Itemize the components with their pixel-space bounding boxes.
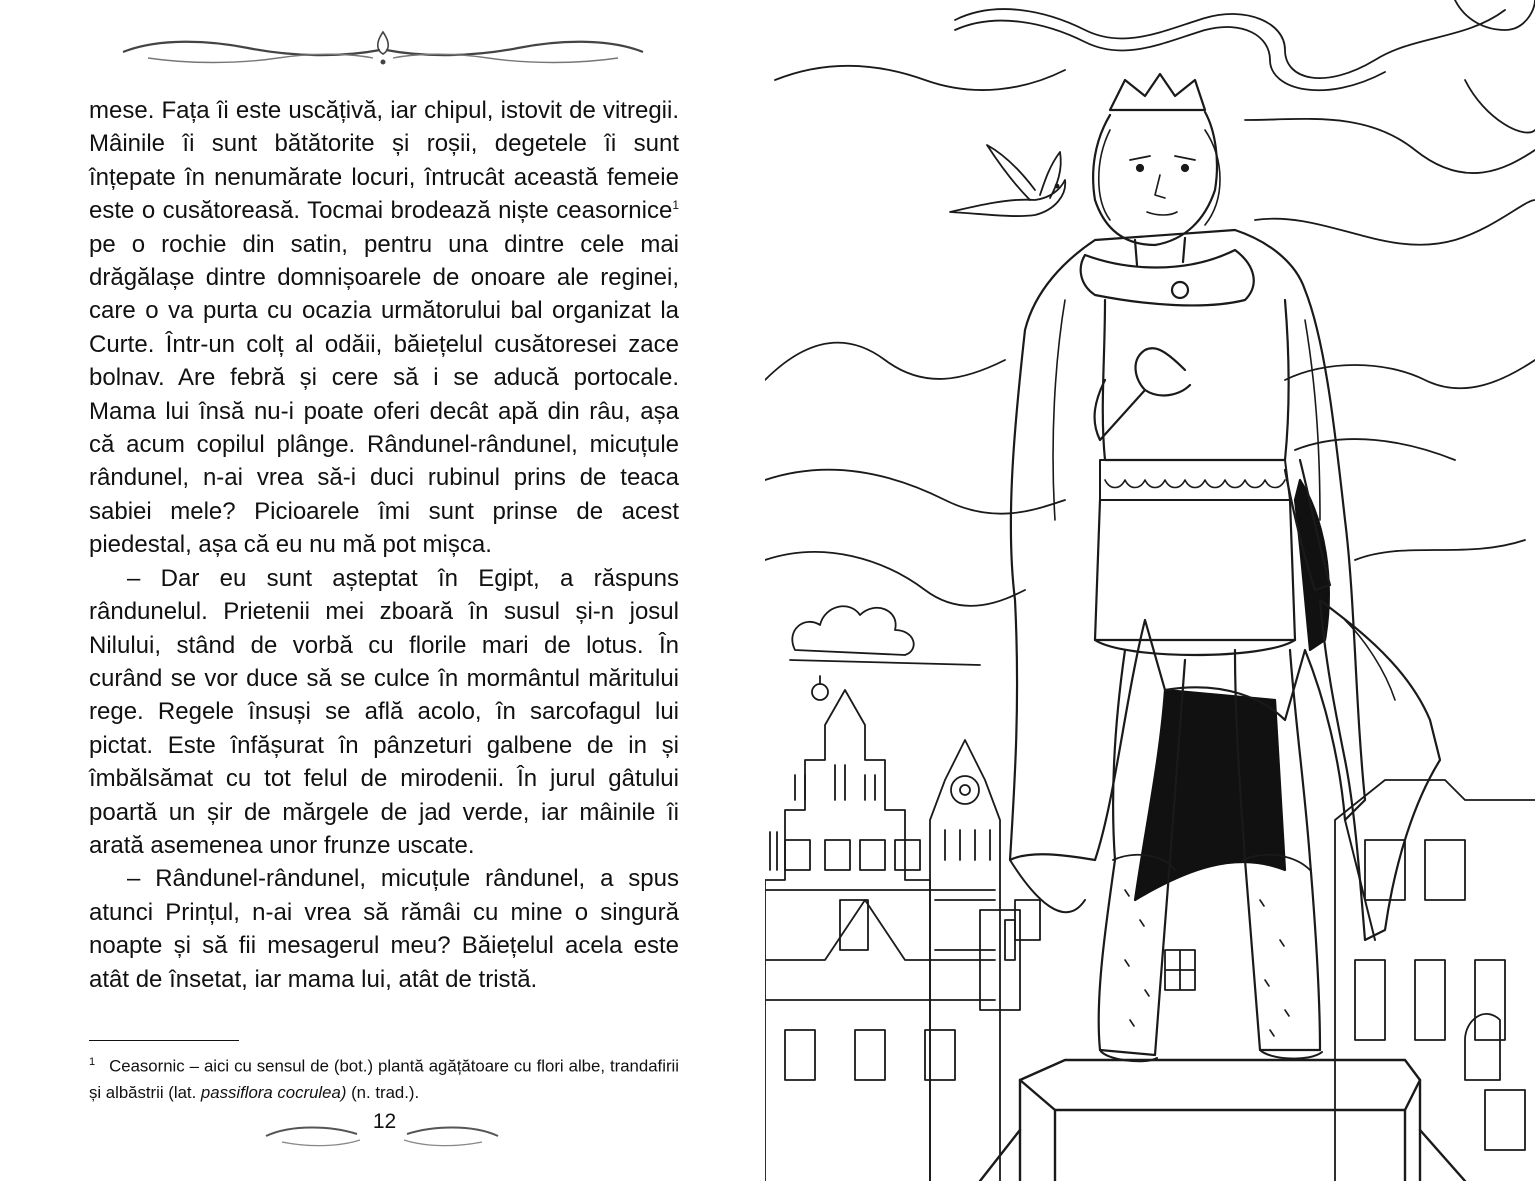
footnote	[89, 1049, 679, 1106]
page-number-text: 12	[372, 1110, 397, 1133]
prince-statue-illustration	[765, 0, 1535, 1181]
footnote-number: 1	[89, 1056, 96, 1068]
footnote-text: Ceasornic – aici cu sensul de (bot.) plantă agățătoare cu flori albe, trandafirii și albăstrii (lat.	[89, 1056, 679, 1102]
footnote-text-after: (n. trad.).	[346, 1082, 420, 1102]
paragraph-2: – Dar eu sunt așteptat în Egipt, a răspuns rândunelul. Prietenii mei zboară în susul și-n josul Nilului, stând de vorbă cu florile mari de lotus. În curând se vor duce să se culce în mormântul măritului rege. Regele însuși se află acolo, în sarcofagul lui pictat. Este înfășurat în pânzeturi galbene de in și îmbălsămat cu tot felul de mirodenii. În jurul gâtului poartă un șir de mărgele de jad verde, iar mâinile îi arată asemenea unor frunze uscate.	[89, 564, 679, 859]
cape-dark-lining	[1135, 690, 1285, 900]
footnote-marker: 1	[672, 198, 679, 213]
paragraph-1-text: mese. Fața îi este uscățivă, iar chipul, istovit de vitregii. Mâinile îi sunt bătătorite și roșii, degetele îi sunt înțepate în nenumărate locuri, întrucât această femeie este o cusătoreasă. Tocmai brodează niște ceasornice	[89, 97, 679, 225]
ornament-top	[118, 28, 648, 74]
cloud	[790, 606, 980, 665]
right-page-illustration	[765, 0, 1535, 1181]
paragraph-3: – Rândunel-rândunel, micuțule rândunel, a spus atunci Prințul, n-ai vrea să rămâi cu mine o singură noapte și să fii mesagerul meu? Băiețelul acela este atât de însetat, iar mama lui, atât de tristă.	[89, 865, 679, 993]
footnote-italic: passiflora cocrulea)	[200, 1082, 347, 1102]
tunic	[1095, 300, 1295, 655]
crown	[1110, 74, 1205, 110]
body-text	[89, 94, 679, 996]
prince-arm	[1095, 348, 1330, 590]
page-number	[0, 1110, 765, 1134]
paragraph-1-text-after: pe o rochie din satin, pentru una dintre cele mai drăgălașe dintre domnișoarele de onoare ale reginei, care o va purta cu ocazia următorului bal organizat la Curte. Într-un colț al odăii, băiețelul cusătoresei zace bolnav. Are febră și cere să i se aducă portocale. Mama lui însă nu-i poate oferi decât apă din râu, așa că acum copilul plânge. Rândunel-rândunel, micuțule rândunel, n-ai vrea să-i duci rubinul prins de teaca sabiei mele? Picioarele îmi sunt prinse de acest piedestal, așa că eu nu mă pot mișca.	[89, 230, 679, 559]
footnote-divider	[89, 1040, 239, 1041]
left-page	[0, 0, 765, 1181]
brooch	[1172, 282, 1188, 298]
collar	[1081, 250, 1254, 305]
pedestal	[980, 1060, 1465, 1181]
paragraph-1	[89, 94, 679, 562]
swallow-bird	[950, 145, 1065, 216]
